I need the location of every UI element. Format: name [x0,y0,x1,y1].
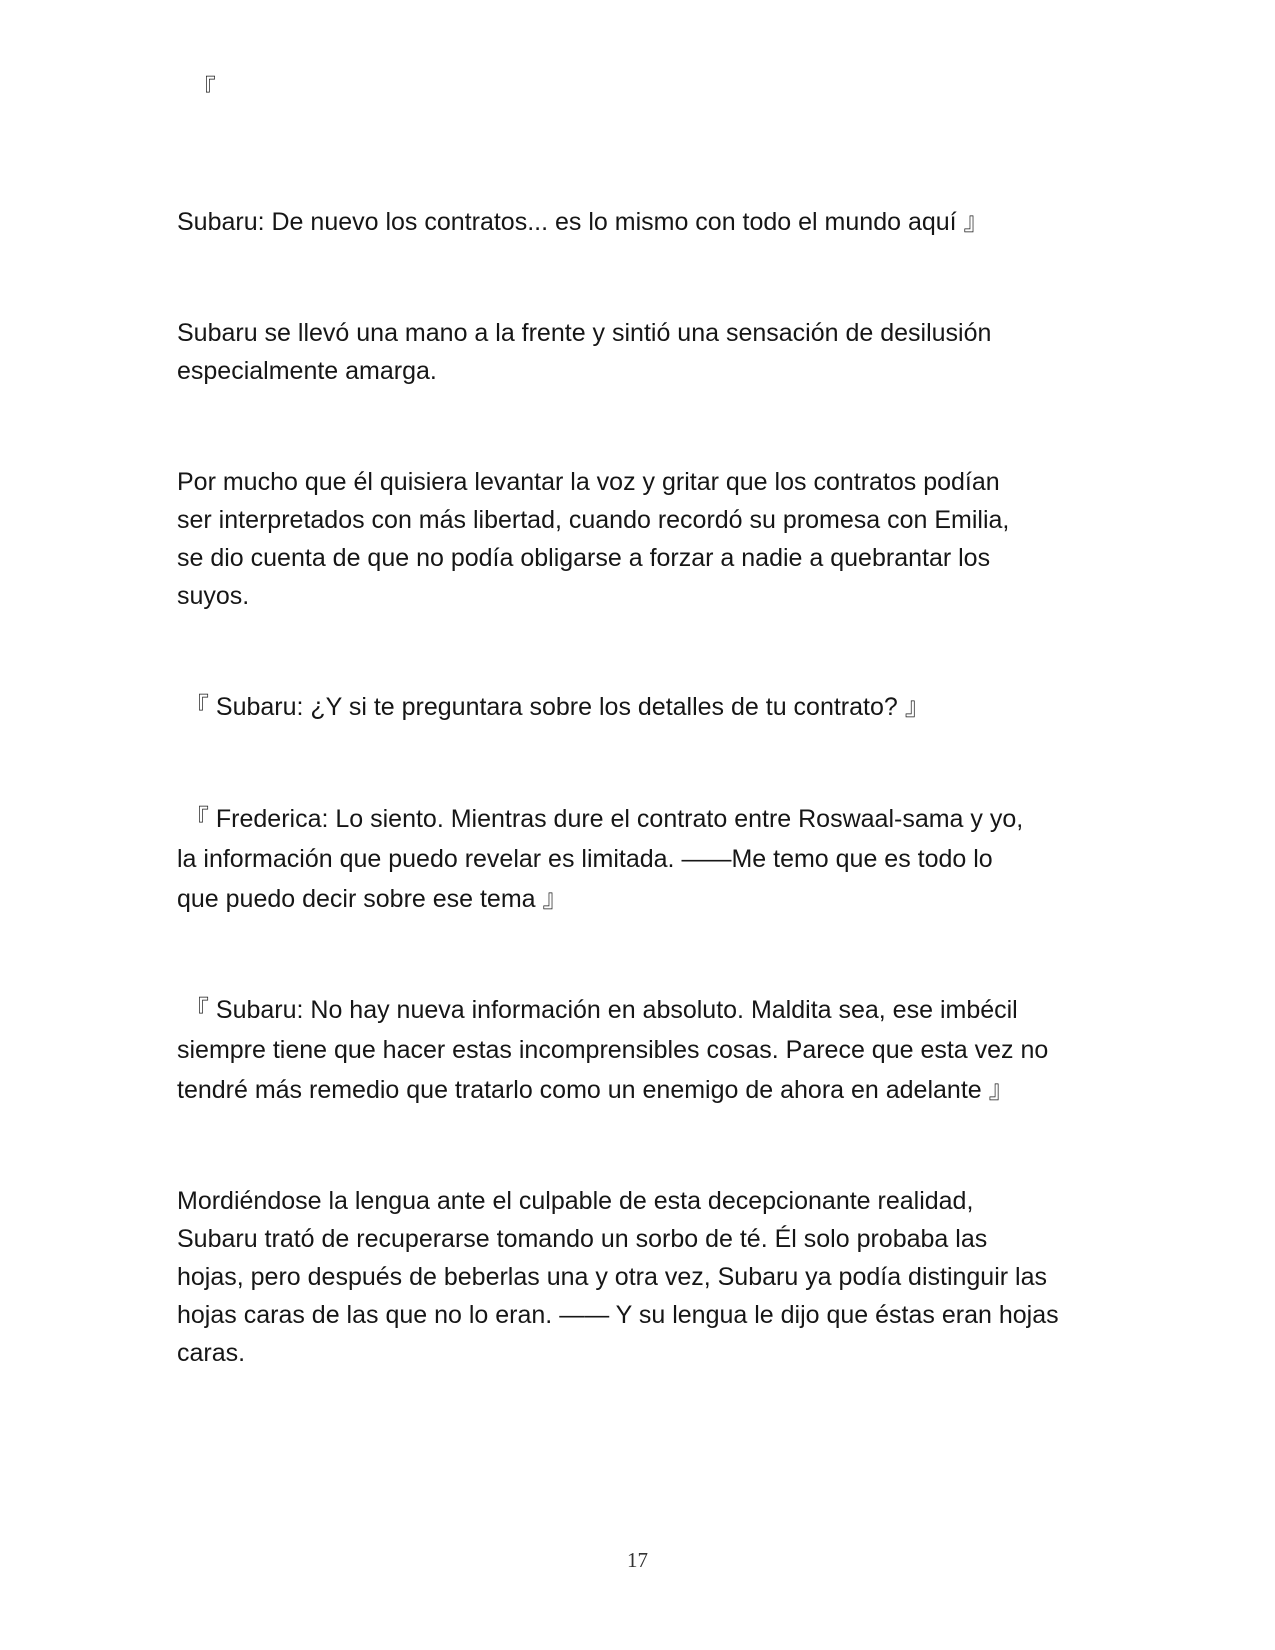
text-line: especialmente amarga. [177,357,437,385]
text-line: se dio cuenta de que no podía obligarse a forzar a nadie a quebrantar los [177,544,991,572]
text-line: hojas, pero después de beberlas una y otra vez, Subaru ya podía distinguir las [177,1263,1047,1291]
text-line: suyos. [177,582,250,610]
text-line: siempre tiene que hacer estas incomprensibles cosas. Parece que esta vez no [177,1036,1049,1064]
text-line: que puedo decir sobre ese tema 』 [177,885,568,913]
text-line: Subaru trató de recuperarse tomando un sorbo de té. Él solo probaba las [177,1225,988,1253]
text-line: Mordiéndose la lengua ante el culpable de esta decepcionante realidad, [177,1187,974,1215]
text-line: 『 Subaru: ¿Y si te preguntara sobre los detalles de tu contrato? 』 [177,693,930,721]
text-line: Subaru se llevó una mano a la frente y sintió una sensación de desilusión [177,319,992,347]
text-line: ser interpretados con más libertad, cuando recordó su promesa con Emilia, [177,506,1010,534]
text-line: Por mucho que él quisiera levantar la voz y gritar que los contratos podían [177,468,1000,496]
text-line: Subaru: De nuevo los contratos... es lo mismo con todo el mundo aquí 』 [177,208,989,236]
text-line: 『 Subaru: No hay nueva información en absoluto. Maldita sea, ese imbécil [177,996,1018,1024]
text-line: hojas caras de las que no lo eran. —— Y su lengua le dijo que éstas eran hojas [177,1301,1059,1329]
text-line: 『 Frederica: Lo siento. Mientras dure el contrato entre Roswaal-sama y yo, [177,805,1024,833]
text-line: caras. [177,1339,246,1367]
text-line: tendré más remedio que tratarlo como un enemigo de ahora en adelante 』 [177,1076,1014,1104]
text-line: 『 [177,75,216,103]
page-number: 17 [627,1548,648,1572]
text-line: la información que puedo revelar es limitada. ——Me temo que es todo lo [177,845,993,873]
